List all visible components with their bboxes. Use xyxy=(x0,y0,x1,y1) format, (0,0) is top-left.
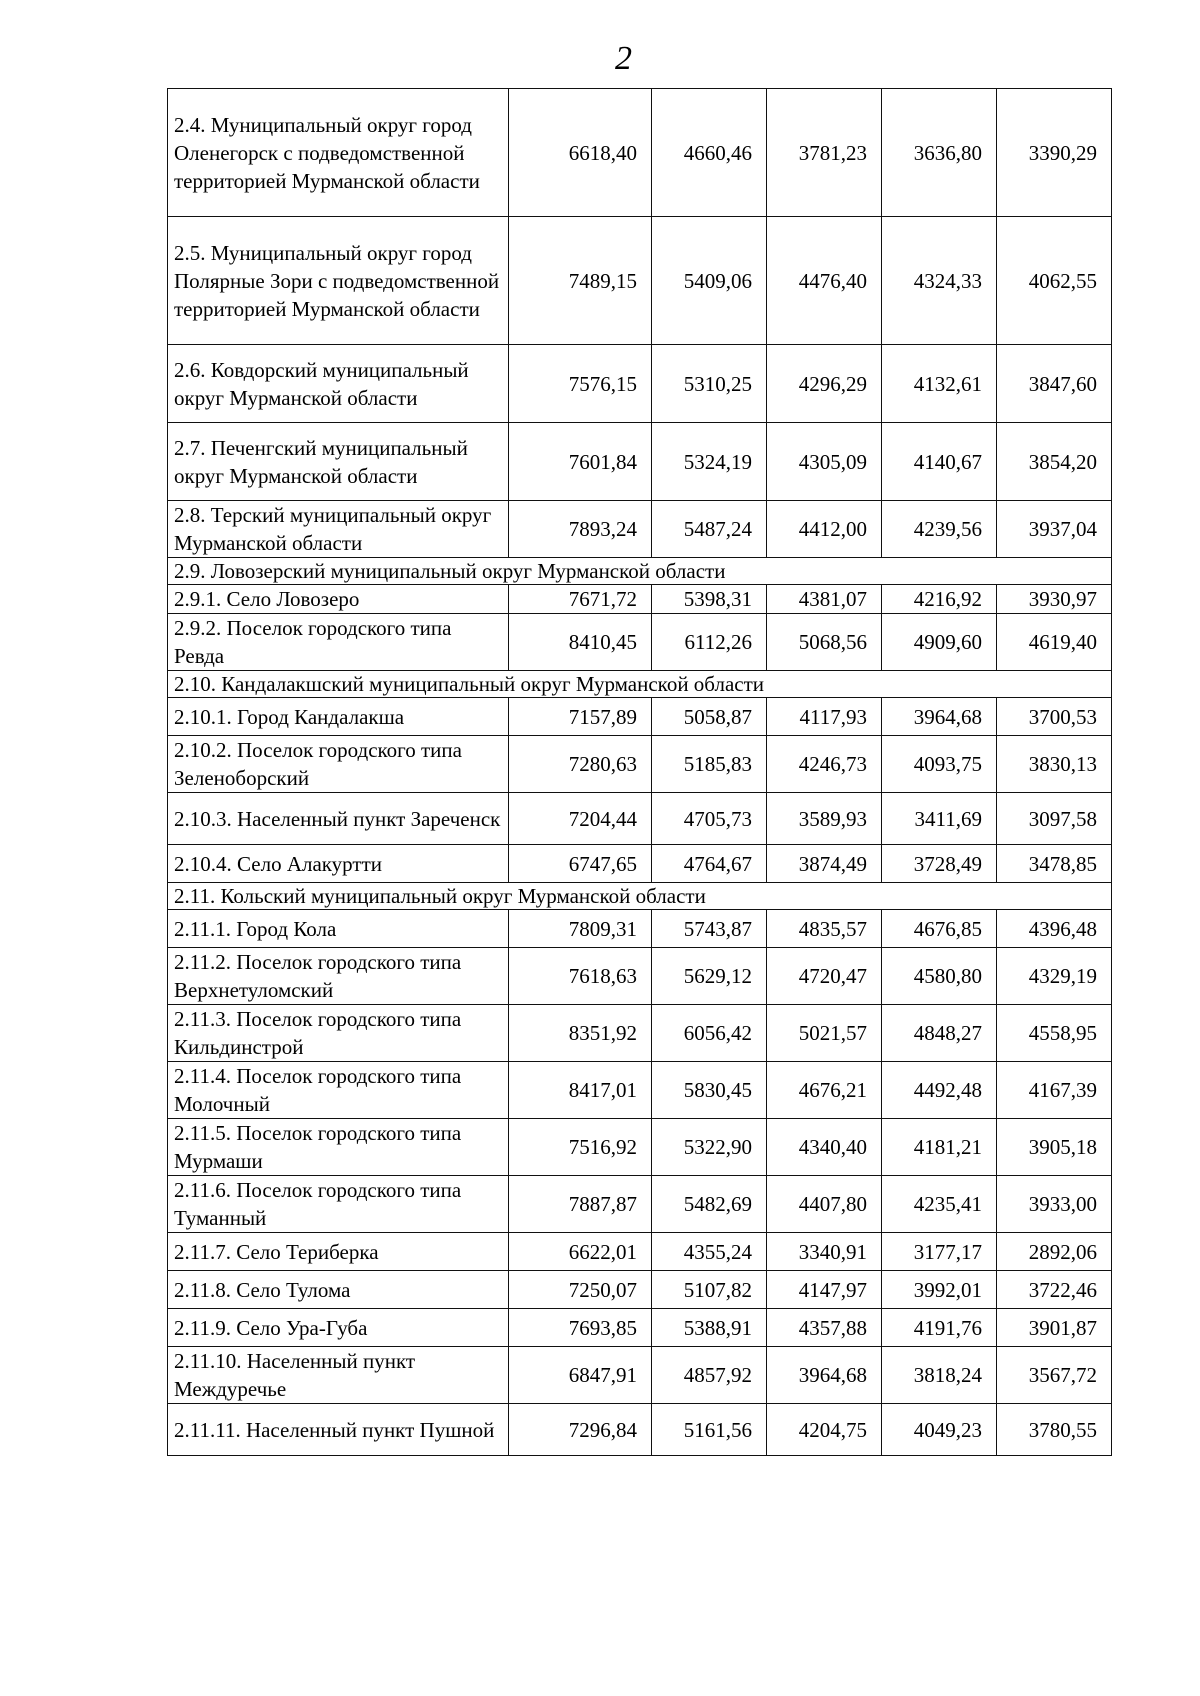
value-cell-3: 4147,97 xyxy=(767,1271,882,1309)
page-number: 2 xyxy=(615,40,632,77)
table-row xyxy=(168,1233,1112,1271)
value-cell-4: 3964,68 xyxy=(882,698,997,736)
value-cell-1: 7489,15 xyxy=(509,217,652,345)
value-cell-2: 5161,56 xyxy=(652,1404,767,1456)
value-cell-1: 7671,72 xyxy=(509,585,652,614)
value-cell-1: 7157,89 xyxy=(509,698,652,736)
value-cell-1: 8351,92 xyxy=(509,1005,652,1062)
value-cell-3: 4305,09 xyxy=(767,423,882,501)
value-cell-5: 4062,55 xyxy=(997,217,1112,345)
value-cell-1: 7280,63 xyxy=(509,736,652,793)
table-body xyxy=(168,89,1112,1456)
value-cell-3: 4835,57 xyxy=(767,910,882,948)
value-cell-4: 4676,85 xyxy=(882,910,997,948)
value-cell-3: 3340,91 xyxy=(767,1233,882,1271)
table-row xyxy=(168,910,1112,948)
value-cell-4: 4235,41 xyxy=(882,1176,997,1233)
value-cell-3: 4296,29 xyxy=(767,345,882,423)
row-name: 2.11.2. Поселок городского типа Верхнетуломский xyxy=(168,948,509,1005)
row-name: 2.5. Муниципальный округ город Полярные Зори с подведомственной территорией Мурманской области xyxy=(168,217,509,345)
value-cell-4: 3818,24 xyxy=(882,1347,997,1404)
value-cell-1: 7893,24 xyxy=(509,501,652,558)
row-name: 2.11.10. Населенный пункт Междуречье xyxy=(168,1347,509,1404)
table-row xyxy=(168,501,1112,558)
value-cell-1: 7618,63 xyxy=(509,948,652,1005)
value-cell-5: 3830,13 xyxy=(997,736,1112,793)
value-cell-5: 3933,00 xyxy=(997,1176,1112,1233)
row-name: 2.11.5. Поселок городского типа Мурмаши xyxy=(168,1119,509,1176)
row-name: 2.11.8. Село Тулома xyxy=(168,1271,509,1309)
value-cell-5: 3901,87 xyxy=(997,1309,1112,1347)
value-cell-1: 6747,65 xyxy=(509,845,652,883)
value-cell-2: 5830,45 xyxy=(652,1062,767,1119)
value-cell-5: 3780,55 xyxy=(997,1404,1112,1456)
table-row xyxy=(168,845,1112,883)
value-cell-4: 4049,23 xyxy=(882,1404,997,1456)
value-cell-4: 4324,33 xyxy=(882,217,997,345)
value-cell-5: 4558,95 xyxy=(997,1005,1112,1062)
value-cell-1: 7516,92 xyxy=(509,1119,652,1176)
row-name: 2.11.3. Поселок городского типа Кильдинстрой xyxy=(168,1005,509,1062)
row-name: 2.11.11. Населенный пункт Пушной xyxy=(168,1404,509,1456)
value-cell-5: 3097,58 xyxy=(997,793,1112,845)
value-cell-5: 3700,53 xyxy=(997,698,1112,736)
table-row xyxy=(168,1347,1112,1404)
value-cell-2: 5185,83 xyxy=(652,736,767,793)
value-cell-5: 3854,20 xyxy=(997,423,1112,501)
value-cell-3: 4357,88 xyxy=(767,1309,882,1347)
value-cell-2: 5398,31 xyxy=(652,585,767,614)
value-cell-3: 3874,49 xyxy=(767,845,882,883)
value-cell-5: 3847,60 xyxy=(997,345,1112,423)
row-name: 2.11.1. Город Кола xyxy=(168,910,509,948)
value-cell-3: 3589,93 xyxy=(767,793,882,845)
value-cell-4: 4848,27 xyxy=(882,1005,997,1062)
value-cell-5: 4396,48 xyxy=(997,910,1112,948)
value-cell-4: 4216,92 xyxy=(882,585,997,614)
value-cell-1: 7250,07 xyxy=(509,1271,652,1309)
section-title: 2.11. Кольский муниципальный округ Мурманской области xyxy=(168,883,1112,910)
value-cell-2: 5310,25 xyxy=(652,345,767,423)
row-name: 2.11.7. Село Териберка xyxy=(168,1233,509,1271)
value-cell-3: 3964,68 xyxy=(767,1347,882,1404)
value-cell-5: 4329,19 xyxy=(997,948,1112,1005)
value-cell-3: 4676,21 xyxy=(767,1062,882,1119)
section-row xyxy=(168,883,1112,910)
value-cell-1: 6618,40 xyxy=(509,89,652,217)
value-cell-1: 7601,84 xyxy=(509,423,652,501)
table-row xyxy=(168,793,1112,845)
value-cell-3: 4117,93 xyxy=(767,698,882,736)
table-row xyxy=(168,698,1112,736)
section-row xyxy=(168,671,1112,698)
table-row xyxy=(168,1404,1112,1456)
row-name: 2.11.6. Поселок городского типа Туманный xyxy=(168,1176,509,1233)
row-name: 2.9.1. Село Ловозеро xyxy=(168,585,509,614)
value-cell-3: 4476,40 xyxy=(767,217,882,345)
value-cell-3: 3781,23 xyxy=(767,89,882,217)
value-cell-2: 5743,87 xyxy=(652,910,767,948)
value-cell-2: 5388,91 xyxy=(652,1309,767,1347)
value-cell-1: 8410,45 xyxy=(509,614,652,671)
row-name: 2.10.3. Населенный пункт Зареченск xyxy=(168,793,509,845)
value-cell-4: 3992,01 xyxy=(882,1271,997,1309)
value-cell-4: 3728,49 xyxy=(882,845,997,883)
value-cell-3: 5021,57 xyxy=(767,1005,882,1062)
row-name: 2.9.2. Поселок городского типа Ревда xyxy=(168,614,509,671)
value-cell-4: 3177,17 xyxy=(882,1233,997,1271)
section-title: 2.9. Ловозерский муниципальный округ Мурманской области xyxy=(168,558,1112,585)
value-cell-5: 4619,40 xyxy=(997,614,1112,671)
value-cell-1: 6847,91 xyxy=(509,1347,652,1404)
section-title: 2.10. Кандалакшский муниципальный округ Мурманской области xyxy=(168,671,1112,698)
value-cell-4: 4093,75 xyxy=(882,736,997,793)
value-cell-2: 6112,26 xyxy=(652,614,767,671)
row-name: 2.6. Ковдорский муниципальный округ Мурманской области xyxy=(168,345,509,423)
value-cell-2: 4660,46 xyxy=(652,89,767,217)
value-cell-4: 3636,80 xyxy=(882,89,997,217)
value-cell-4: 3411,69 xyxy=(882,793,997,845)
table-row xyxy=(168,736,1112,793)
section-row xyxy=(168,558,1112,585)
value-cell-2: 5409,06 xyxy=(652,217,767,345)
value-cell-4: 4191,76 xyxy=(882,1309,997,1347)
value-cell-5: 3478,85 xyxy=(997,845,1112,883)
value-cell-5: 4167,39 xyxy=(997,1062,1112,1119)
row-name: 2.10.1. Город Кандалакша xyxy=(168,698,509,736)
table-row xyxy=(168,345,1112,423)
value-cell-3: 4246,73 xyxy=(767,736,882,793)
value-cell-4: 4492,48 xyxy=(882,1062,997,1119)
value-cell-1: 7809,31 xyxy=(509,910,652,948)
value-cell-5: 3905,18 xyxy=(997,1119,1112,1176)
value-cell-3: 4204,75 xyxy=(767,1404,882,1456)
value-cell-5: 3937,04 xyxy=(997,501,1112,558)
row-name: 2.11.4. Поселок городского типа Молочный xyxy=(168,1062,509,1119)
row-name: 2.4. Муниципальный округ город Оленегорск с подведомственной территорией Мурманской области xyxy=(168,89,509,217)
value-cell-4: 4580,80 xyxy=(882,948,997,1005)
table-row xyxy=(168,948,1112,1005)
table-row xyxy=(168,1005,1112,1062)
value-cell-4: 4909,60 xyxy=(882,614,997,671)
value-cell-2: 5629,12 xyxy=(652,948,767,1005)
value-cell-2: 4705,73 xyxy=(652,793,767,845)
value-cell-3: 4340,40 xyxy=(767,1119,882,1176)
value-cell-1: 7296,84 xyxy=(509,1404,652,1456)
value-cell-2: 4355,24 xyxy=(652,1233,767,1271)
table-row xyxy=(168,1271,1112,1309)
table-row xyxy=(168,217,1112,345)
value-cell-4: 4181,21 xyxy=(882,1119,997,1176)
value-cell-5: 3567,72 xyxy=(997,1347,1112,1404)
value-cell-2: 5324,19 xyxy=(652,423,767,501)
value-cell-3: 4381,07 xyxy=(767,585,882,614)
value-cell-2: 6056,42 xyxy=(652,1005,767,1062)
table-row xyxy=(168,1119,1112,1176)
table-row xyxy=(168,89,1112,217)
row-name: 2.11.9. Село Ура-Губа xyxy=(168,1309,509,1347)
value-cell-2: 5107,82 xyxy=(652,1271,767,1309)
value-cell-1: 7576,15 xyxy=(509,345,652,423)
table-row xyxy=(168,1176,1112,1233)
value-cell-3: 4412,00 xyxy=(767,501,882,558)
value-cell-5: 3390,29 xyxy=(997,89,1112,217)
value-cell-3: 5068,56 xyxy=(767,614,882,671)
table-row xyxy=(168,423,1112,501)
value-cell-2: 4857,92 xyxy=(652,1347,767,1404)
value-cell-2: 5487,24 xyxy=(652,501,767,558)
table-row xyxy=(168,1062,1112,1119)
value-cell-3: 4720,47 xyxy=(767,948,882,1005)
value-cell-5: 3722,46 xyxy=(997,1271,1112,1309)
value-cell-5: 3930,97 xyxy=(997,585,1112,614)
value-cell-4: 4140,67 xyxy=(882,423,997,501)
table-row xyxy=(168,614,1112,671)
row-name: 2.7. Печенгский муниципальный округ Мурманской области xyxy=(168,423,509,501)
value-cell-4: 4239,56 xyxy=(882,501,997,558)
value-cell-2: 5482,69 xyxy=(652,1176,767,1233)
value-cell-3: 4407,80 xyxy=(767,1176,882,1233)
value-cell-1: 7887,87 xyxy=(509,1176,652,1233)
table-row xyxy=(168,1309,1112,1347)
value-cell-1: 6622,01 xyxy=(509,1233,652,1271)
value-cell-2: 5058,87 xyxy=(652,698,767,736)
row-name: 2.8. Терский муниципальный округ Мурманской области xyxy=(168,501,509,558)
value-cell-4: 4132,61 xyxy=(882,345,997,423)
value-cell-1: 8417,01 xyxy=(509,1062,652,1119)
value-cell-1: 7204,44 xyxy=(509,793,652,845)
row-name: 2.10.4. Село Алакуртти xyxy=(168,845,509,883)
value-cell-2: 4764,67 xyxy=(652,845,767,883)
value-cell-5: 2892,06 xyxy=(997,1233,1112,1271)
row-name: 2.10.2. Поселок городского типа Зеленоборский xyxy=(168,736,509,793)
tariff-table xyxy=(167,88,1112,1456)
table-row xyxy=(168,585,1112,614)
value-cell-1: 7693,85 xyxy=(509,1309,652,1347)
value-cell-2: 5322,90 xyxy=(652,1119,767,1176)
